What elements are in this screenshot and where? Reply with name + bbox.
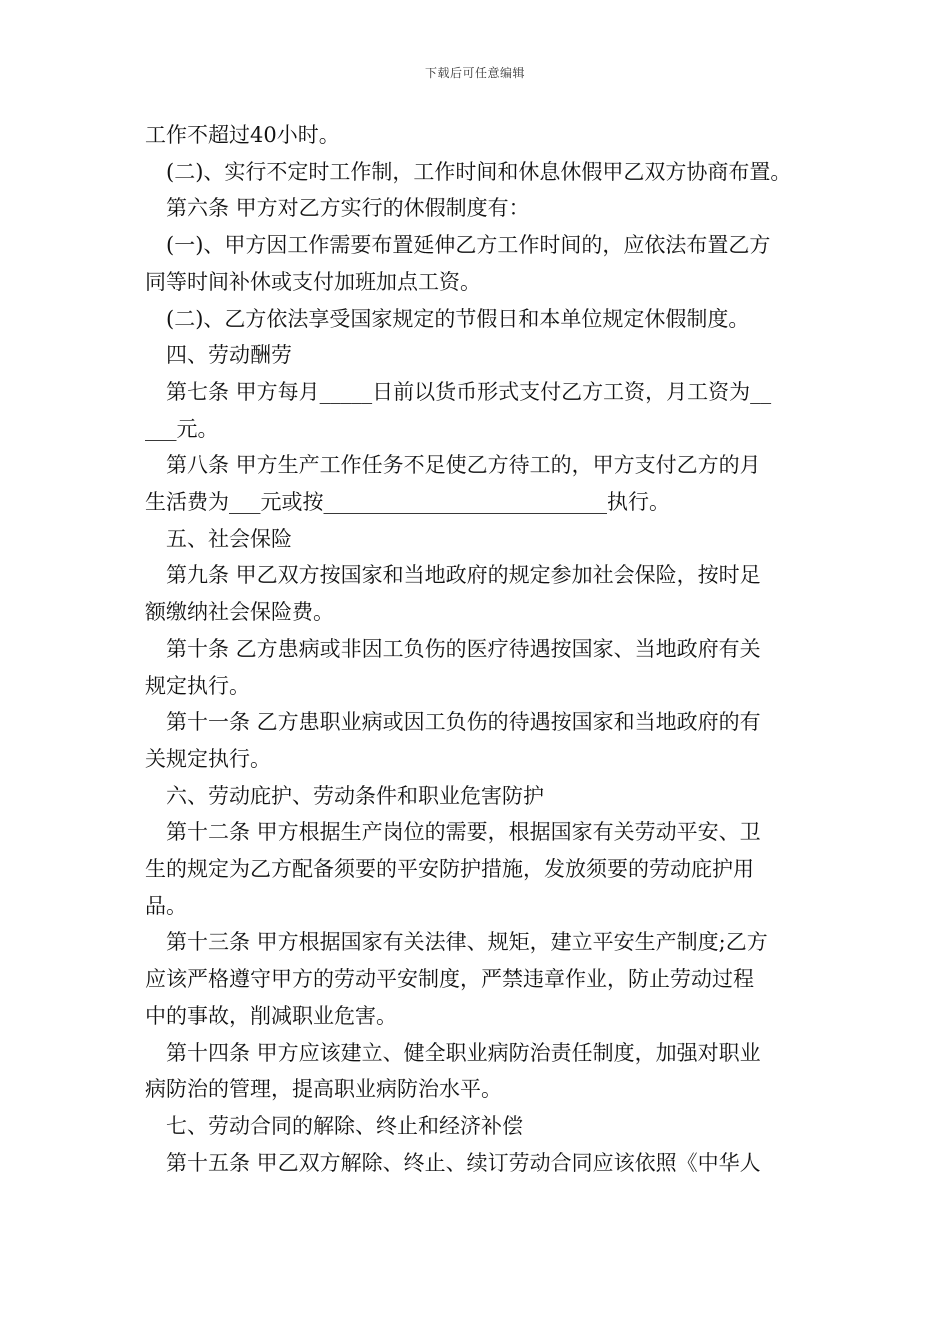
text-line: 额缴纳社会保险费。 bbox=[145, 600, 334, 625]
text-line: 关规定执行。 bbox=[145, 746, 271, 771]
section-heading: 七、劳动合同的解除、终止和经济补偿 bbox=[166, 1113, 523, 1138]
text-line: (二)、实行不定时工作制，工作时间和休息休假甲乙双方协商布置。 bbox=[166, 159, 792, 184]
text-line: (一)、甲方因工作需要布置延伸乙方工作时间的，应依法布置乙方 bbox=[166, 233, 771, 258]
text-line: 生活费为___元或按___________________________执行。 bbox=[145, 490, 670, 515]
text-line: 第十三条 甲方根据国家有关法律、规矩，建立平安生产制度;乙方 bbox=[166, 930, 768, 955]
text-line: ___元。 bbox=[145, 416, 219, 441]
document-body bbox=[145, 117, 813, 1181]
text-line: 病防治的管理，提高职业病防治水平。 bbox=[145, 1077, 502, 1102]
section-heading: 六、劳动庇护、劳动条件和职业危害防护 bbox=[166, 783, 544, 808]
text-line: (二)、乙方依法享受国家规定的节假日和本单位规定休假制度。 bbox=[166, 306, 750, 331]
text-line: 中的事故，削减职业危害。 bbox=[145, 1003, 397, 1028]
text-line: 应该严格遵守甲方的劳动平安制度，严禁违章作业，防止劳动过程 bbox=[145, 967, 754, 992]
text-line: 规定执行。 bbox=[145, 673, 250, 698]
text-line: 工作不超过40小时。 bbox=[145, 123, 340, 147]
section-heading: 五、社会保险 bbox=[166, 526, 292, 551]
text-line: 第十四条 甲方应该建立、健全职业病防治责任制度，加强对职业 bbox=[166, 1040, 761, 1065]
text-line: 第七条 甲方每月_____日前以货币形式支付乙方工资，月工资为__ bbox=[166, 379, 772, 404]
text-line: 品。 bbox=[145, 893, 187, 918]
page-header: 下载后可任意编辑 bbox=[424, 66, 525, 80]
text-line: 第九条 甲乙双方按国家和当地政府的规定参加社会保险，按时足 bbox=[166, 563, 761, 588]
text-line: 同等时间补休或支付加班加点工资。 bbox=[145, 269, 481, 294]
section-heading: 四、劳动酬劳 bbox=[166, 343, 292, 368]
text-line: 第十条 乙方患病或非因工负伤的医疗待遇按国家、当地政府有关 bbox=[166, 636, 761, 661]
text-line: 第十二条 甲方根据生产岗位的需要，根据国家有关劳动平安、卫 bbox=[166, 820, 761, 845]
text-line: 第十五条 甲乙双方解除、终止、续订劳动合同应该依照《中华人 bbox=[166, 1150, 761, 1175]
text-line: 第八条 甲方生产工作任务不足使乙方待工的，甲方支付乙方的月 bbox=[166, 453, 761, 478]
text-line: 第六条 甲方对乙方实行的休假制度有： bbox=[166, 196, 530, 221]
text-line: 第十一条 乙方患职业病或因工负伤的待遇按国家和当地政府的有 bbox=[166, 710, 761, 735]
text-line: 生的规定为乙方配备须要的平安防护措施，发放须要的劳动庇护用 bbox=[145, 857, 754, 882]
